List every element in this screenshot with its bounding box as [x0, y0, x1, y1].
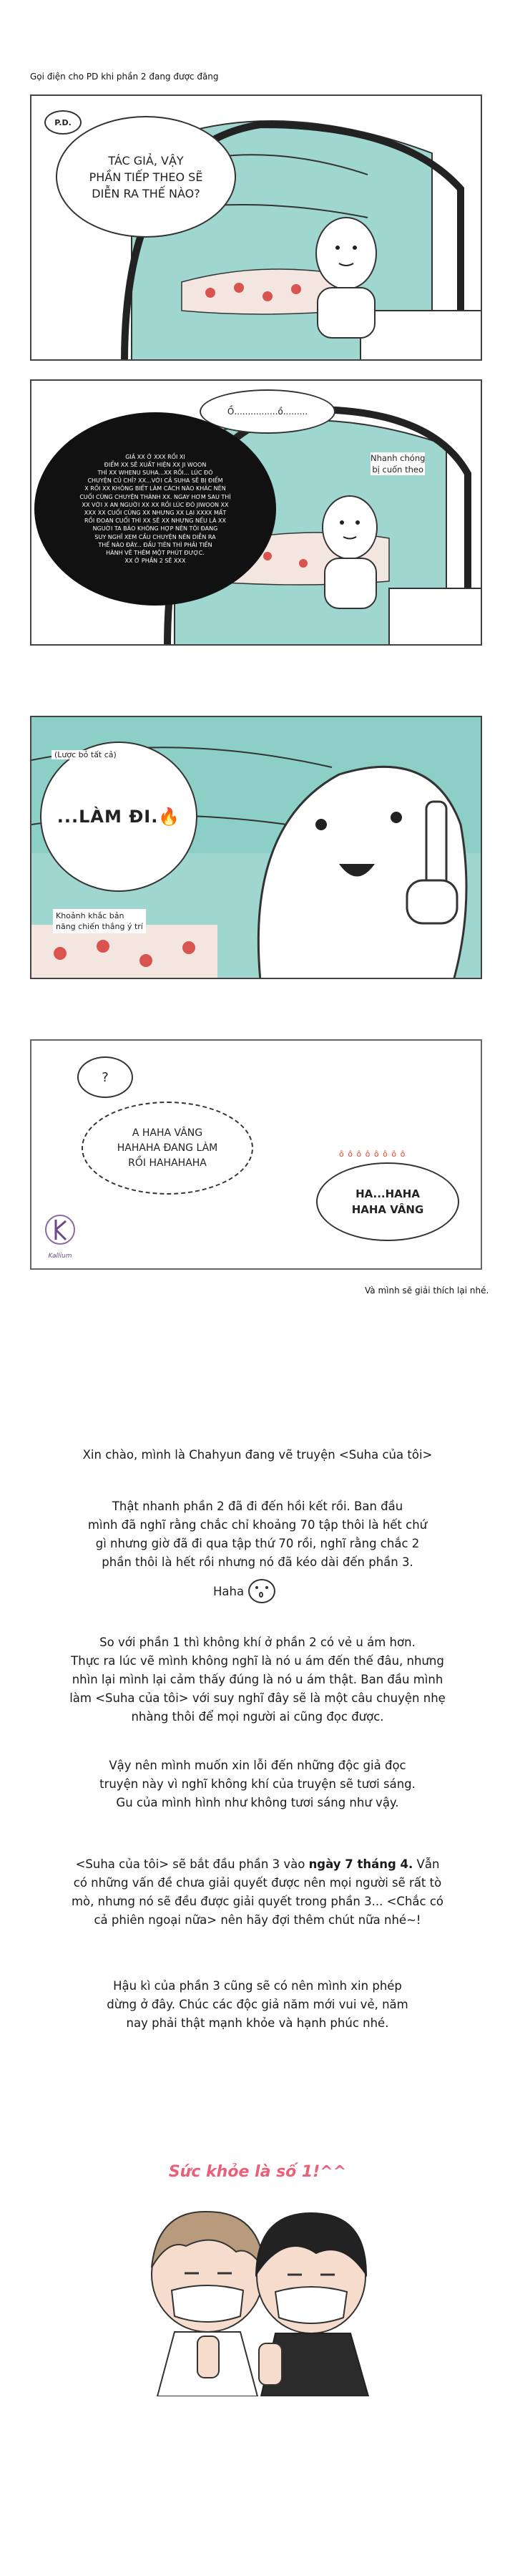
p5-text-a: <Suha của tôi> sẽ bắt đầu phần 3 vào — [75, 1857, 309, 1871]
bubble-text: ...LÀM ĐI. — [57, 807, 159, 827]
haha-text: Haha — [213, 1584, 245, 1598]
black-thought-bubble — [34, 412, 276, 606]
nervous-dots: ô ô ô ô ô ô ô ô — [339, 1150, 406, 1159]
letter-paragraph-6: Hậu kì của phần 3 cũng sẽ có nên mình xin phép dừng ở đây. Chúc các độc giả năm mới vui vẻ, năm nay phải thật mạnh khỏe và hạnh phúc nhé. — [107, 1979, 408, 2030]
letter-paragraph-4: Vậy nên mình muốn xin lỗi đến những độc giả đọc truyện này vì nghĩ không khí của truyện sẽ tươi sáng. Gu của mình hình như không tươi sáng như vậy. — [99, 1759, 416, 1809]
fire-icon: 🔥 — [158, 807, 181, 827]
question-bubble — [77, 1056, 133, 1098]
side-note: Nhanh chóng bị cuốn theo — [371, 453, 426, 475]
speech-bubble-do-it — [40, 742, 197, 892]
phone-voice-bubble — [82, 1102, 253, 1195]
small-note: (Lược bỏ tất cả) — [52, 750, 119, 759]
comic-panel-2 — [30, 379, 482, 646]
two-characters-illustration — [129, 2196, 386, 2396]
bubble-text: Ồ................ồ......... — [227, 407, 308, 417]
comic-panel-1 — [30, 94, 482, 361]
letter-greeting: Xin chào, mình là Chahyun đang vẽ truyện <Suha của tôi> — [82, 1448, 433, 1462]
comic-panel-3 — [30, 716, 482, 979]
bubble-text: TÁC GIẢ, VẬY PHẦN TIẾP THEO SẼ DIỄN RA THẾ NÀO? — [89, 153, 203, 200]
pd-badge: P.D. — [44, 110, 82, 135]
logo-k-icon — [40, 1210, 80, 1250]
footer-title: Sức khỏe là số 1!^^ — [168, 2163, 347, 2181]
logo-text: Kallium — [48, 1253, 72, 1260]
side-note: Khoảnh khắc bản năng chiến thắng ý trí — [53, 909, 146, 933]
p5-text-b: Vẫn có những vấn đề chưa giải quyết được nên mọi người sẽ rất tò mò, nhưng nó sẽ đều được giải quyết trong phần 3... <Chắc có cả phiên ngoại nữa> nên hãy đợi thêm chút nữa nhé~! — [71, 1857, 443, 1927]
letter-paragraph-5 — [57, 1855, 458, 1930]
header-caption: Gọi điện cho PD khi phần 2 đang được đăng — [30, 72, 219, 82]
bubble-text: HA...HAHA HAHA VÂNG — [351, 1187, 424, 1216]
speech-bubble-author-question — [56, 116, 236, 238]
bubble-text: ? — [102, 1069, 109, 1085]
reply-bubble — [316, 1162, 459, 1241]
letter-paragraph-2: Thật nhanh phần 2 đã đi đến hồi kết rồi. Ban đầu mình đã nghĩ rằng chắc chỉ khoảng 70 tập thôi là hết chứ gì nhưng giờ đã đi qua tập thứ 70 rồi, nghĩ rằng chắc 2 phần thôi là hết rồi nhưng nó đã kéo dài đến phần 3. — [87, 1500, 428, 1569]
haha-line — [213, 1579, 275, 1603]
bubble-text: GIẢ XX Ở XXX RỒI XI ĐIỂM XX SẼ XUẤT HIỆN XX JI WOON THÌ XX WHENU SUHA...XX RỒI... LÚC ĐÓ CHUYỆN CỦ CHỈ? XX...VỚI CẢ SUHA SẼ BỊ ĐIỂM X RỒI XX KHÔNG BIẾT LÀM CÁCH NÀO KHÁC NÊN CUỐI CÙNG CHUYỆN THÀNH XX. NGAY HƠM SAU THÌ XX VỚI X AN NGUỜI XX XX RỒI LÚC ĐÓ JIWOON XX XXX XX CUỐI CÙNG XX NHƯNG XX LẠI XXXX MẤT RỒI ĐOẠN CUỐI THÌ XX SẼ XX NHƯNG NẾU LÀ XX NGUỜI TA BẢO KHÔNG HỢP NÊN TÔI ĐANG SUY NGHĨ XEM CẦU CHUYỆN NÊN DIỄN RA THẾ NÀO ĐÂY... ĐẦU TIÊN THÌ PHẢI TIẾN HÀNH VẼ THÊM MỘT PHÚT ĐƯỢC. XX Ở PHẦN 2 SẼ XXX — [79, 453, 231, 565]
after-caption: Và mình sẽ giải thích lại nhé. — [365, 1285, 489, 1296]
scared-face-icon — [248, 1579, 275, 1603]
kallium-logo — [40, 1210, 80, 1263]
letter-paragraph-3: So với phần 1 thì không khí ở phần 2 có vẻ u ám hơn. Thực ra lúc vẽ mình không nghĩ là nó u ám đến thế đâu, nhưng nhìn lại mình lại cảm thấy đúng là nó u ám thật. Ban đầu mình làm <Suha của tôi> với suy nghĩ đây sẽ là một câu chuyện nhẹ nhàng thôi để mọi người ai cũng đọc được. — [69, 1635, 446, 1724]
release-date: ngày 7 tháng 4. — [308, 1857, 413, 1871]
comic-panel-4 — [30, 1039, 482, 1270]
bubble-text: A HAHA VÂNG HAHAHA ĐANG LÀM RỒI HAHAHAHA — [117, 1127, 218, 1169]
